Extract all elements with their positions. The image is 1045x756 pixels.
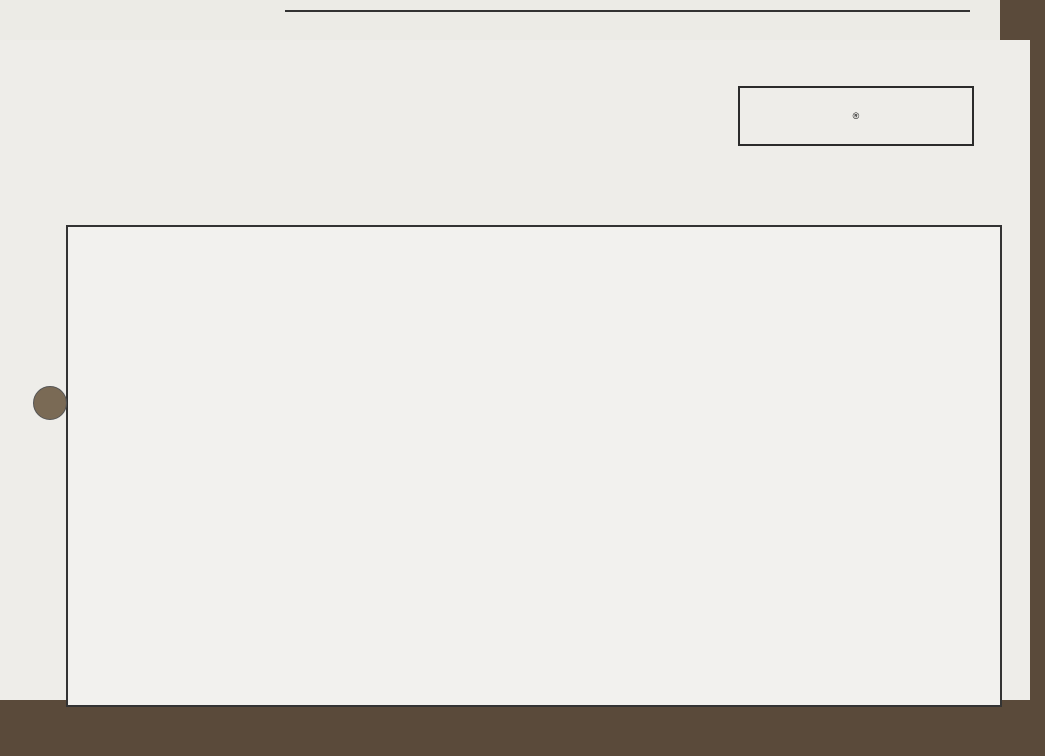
maintenance-table <box>66 225 1002 707</box>
brand-logo: ® <box>738 86 974 146</box>
punch-hole <box>33 386 67 420</box>
